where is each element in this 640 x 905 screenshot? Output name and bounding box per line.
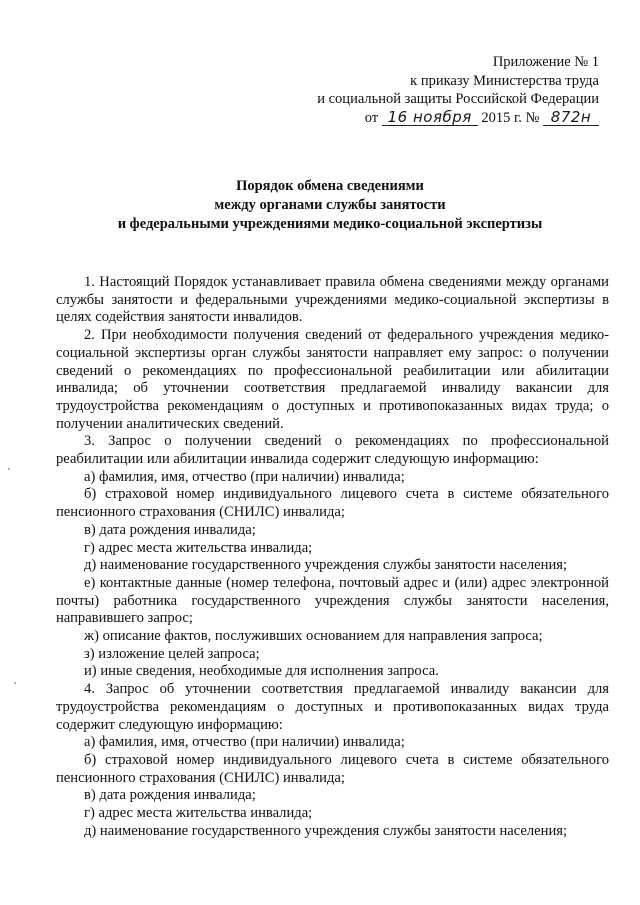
title-line-1: Порядок обмена сведениями xyxy=(236,178,424,194)
document-title xyxy=(60,177,600,234)
paragraph: 3. Запрос о получении сведений о рекомендациях по профессиональной реабилитации или абилитации инвалида содержит следующую информацию: xyxy=(56,433,609,468)
document-body xyxy=(56,274,609,841)
list-item: а) фамилия, имя, отчество (при наличии) инвалида; xyxy=(84,468,405,485)
list-item: г) адрес места жительства инвалида; xyxy=(84,539,313,556)
title-line-2: между органами службы занятости xyxy=(214,197,446,213)
paragraph: 2. При необходимости получения сведений от федерального учреждения медико-социальной экспертизы орган службы занятости направляет ему запрос: о получении сведений о рекомендациях по профессиональной реабилитации или абилитации инвалида; об уточнении соответствия предлагаемой инвалиду вакансии для трудоустройства рекомендациям о доступных и противопоказанных видах труда; о получении аналитических сведений. xyxy=(56,327,609,432)
scan-speck xyxy=(8,468,10,470)
list-item: и) иные сведения, необходимые для исполнения запроса. xyxy=(84,663,439,680)
appendix-ministry: и социальной защиты Российской Федерации xyxy=(317,91,599,107)
date-prefix: от xyxy=(364,109,379,126)
list-item: е) контактные данные (номер телефона, почтовый адрес и (или) адрес электронной почты) работника государственного учреждения службы занятости населения, направившего запрос; xyxy=(56,574,609,627)
appendix-number: Приложение № 1 xyxy=(492,54,599,70)
handwritten-order-number: 872н xyxy=(543,109,599,126)
list-item: б) страховой номер индивидуального лицевого счета в системе обязательного пенсионного страхования (СНИЛС) инвалида; xyxy=(56,751,609,786)
list-item: д) наименование государственного учреждения службы занятости населения; xyxy=(84,557,568,574)
list-item: а) фамилия, имя, отчество (при наличии) инвалида; xyxy=(84,734,405,751)
paragraph: 4. Запрос об уточнении соответствия предлагаемой инвалиду вакансии для трудоустройства рекомендациям о доступных и противопоказанных видах труда содержит следующую информацию: xyxy=(56,681,609,733)
list-item: г) адрес места жительства инвалида; xyxy=(84,805,313,822)
paragraph: 1. Настоящий Порядок устанавливает правила обмена сведениями между органами службы занятости и федеральными учреждениями медико-социальной экспертизы в целях содействия занятости инвалидов. xyxy=(56,274,609,326)
title-line-3: и федеральными учреждениями медико-социальной экспертизы xyxy=(117,216,543,232)
scan-speck xyxy=(14,682,16,684)
year-label: 2015 г. № xyxy=(481,109,540,126)
list-item: ж) описание фактов, послуживших основанием для направления запроса; xyxy=(84,628,543,645)
list-item: б) страховой номер индивидуального лицевого счета в системе обязательного пенсионного страхования (СНИЛС) инвалида; xyxy=(56,486,609,521)
appendix-order-ref: к приказу Министерства труда xyxy=(410,72,599,89)
handwritten-date: 16 ноября xyxy=(382,109,478,126)
list-item: в) дата рождения инвалида; xyxy=(84,521,256,538)
list-item: д) наименование государственного учреждения службы занятости населения; xyxy=(84,822,568,839)
appendix-date-line xyxy=(317,109,599,128)
list-item: з) изложение целей запроса; xyxy=(84,645,260,662)
list-item: в) дата рождения инвалида; xyxy=(84,787,256,804)
appendix-header xyxy=(317,53,599,127)
